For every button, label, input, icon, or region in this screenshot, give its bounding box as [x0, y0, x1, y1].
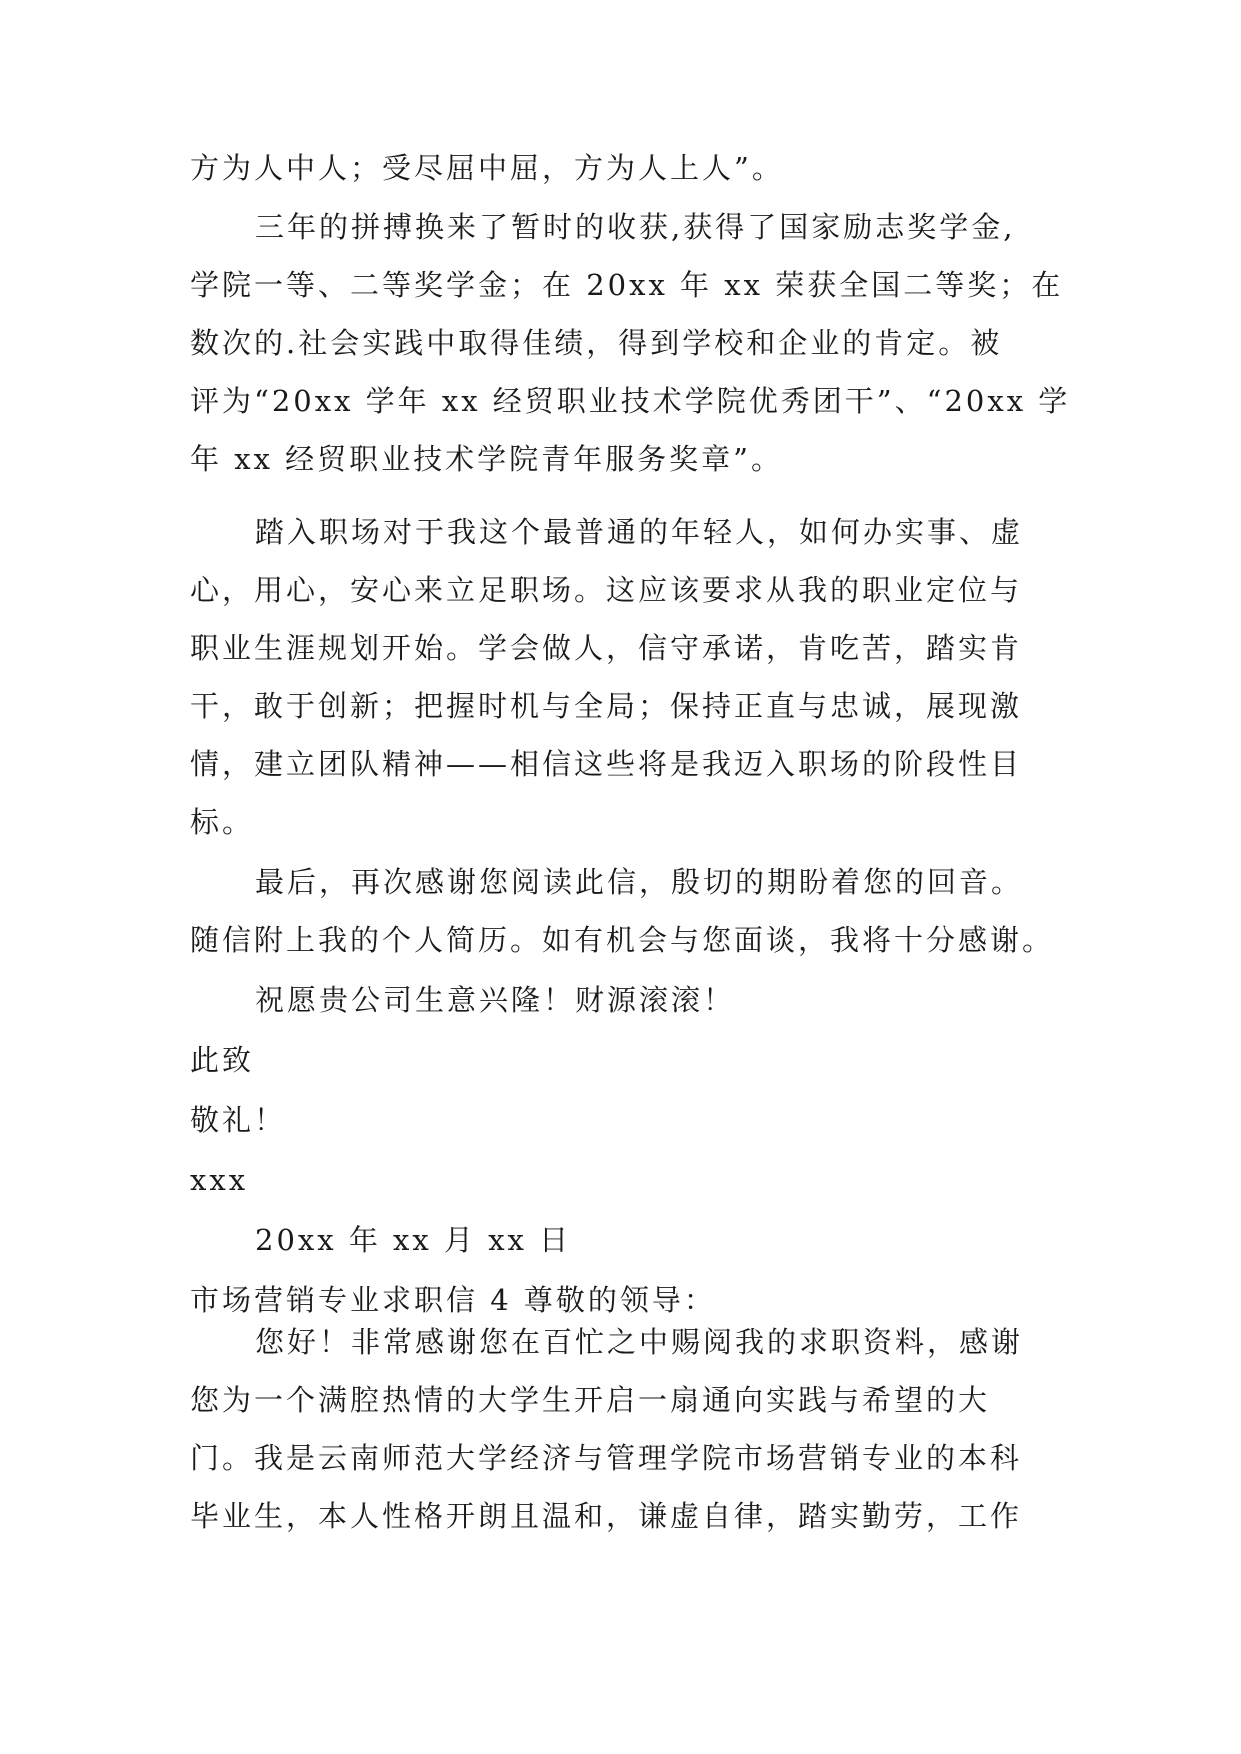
text-line: 您好！非常感谢您在百忙之中赐阅我的求职资料，感谢 [255, 1325, 1024, 1359]
text-line: 市场营销专业求职信 4 尊敬的领导： [190, 1283, 716, 1317]
text-line: 毕业生，本人性格开朗且温和，谦虚自律，踏实勤劳，工作 [190, 1499, 1023, 1533]
text-line: 20xx 年 xx 月 xx 日 [255, 1223, 572, 1257]
text-line: 标。 [190, 805, 255, 839]
text-line: 敬礼！ [190, 1103, 287, 1137]
text-line: 数次的.社会实践中取得佳绩，得到学校和企业的肯定。被 [190, 326, 1003, 360]
text-line: 干，敢于创新；把握时机与全局；保持正直与忠诚，展现激 [190, 689, 1023, 723]
text-line: 您为一个满腔热情的大学生开启一扇通向实践与希望的大 [190, 1383, 991, 1417]
text-line: 祝愿贵公司生意兴隆！财源滚滚！ [255, 983, 736, 1017]
text-line: xxx [190, 1163, 249, 1197]
text-line: 年 xx 经贸职业技术学院青年服务奖章”。 [190, 442, 783, 476]
text-line: 最后，再次感谢您阅读此信，殷切的期盼着您的回音。 [255, 865, 1024, 899]
text-line: 职业生涯规划开始。学会做人，信守承诺，肯吃苦，踏实肯 [190, 631, 1023, 665]
text-line: 门。我是云南师范大学经济与管理学院市场营销专业的本科 [190, 1441, 1023, 1475]
text-line: 学院一等、二等奖学金；在 20xx 年 xx 荣获全国二等奖；在 [190, 268, 1064, 302]
text-line: 评为“20xx 学年 xx 经贸职业技术学院优秀团干”、“20xx 学 [190, 384, 1071, 418]
text-line: 三年的拼搏换来了暂时的收获,获得了国家励志奖学金, [255, 210, 1016, 244]
text-line: 情，建立团队精神——相信这些将是我迈入职场的阶段性目 [190, 747, 1023, 781]
text-line: 方为人中人；受尽屈中屈，方为人上人”。 [190, 151, 784, 185]
text-line: 踏入职场对于我这个最普通的年轻人，如何办实事、虚 [255, 515, 1024, 549]
text-line: 此致 [190, 1043, 255, 1077]
text-line: 心，用心，安心来立足职场。这应该要求从我的职业定位与 [190, 573, 1023, 607]
text-line: 随信附上我的个人简历。如有机会与您面谈，我将十分感谢。 [190, 923, 1055, 957]
